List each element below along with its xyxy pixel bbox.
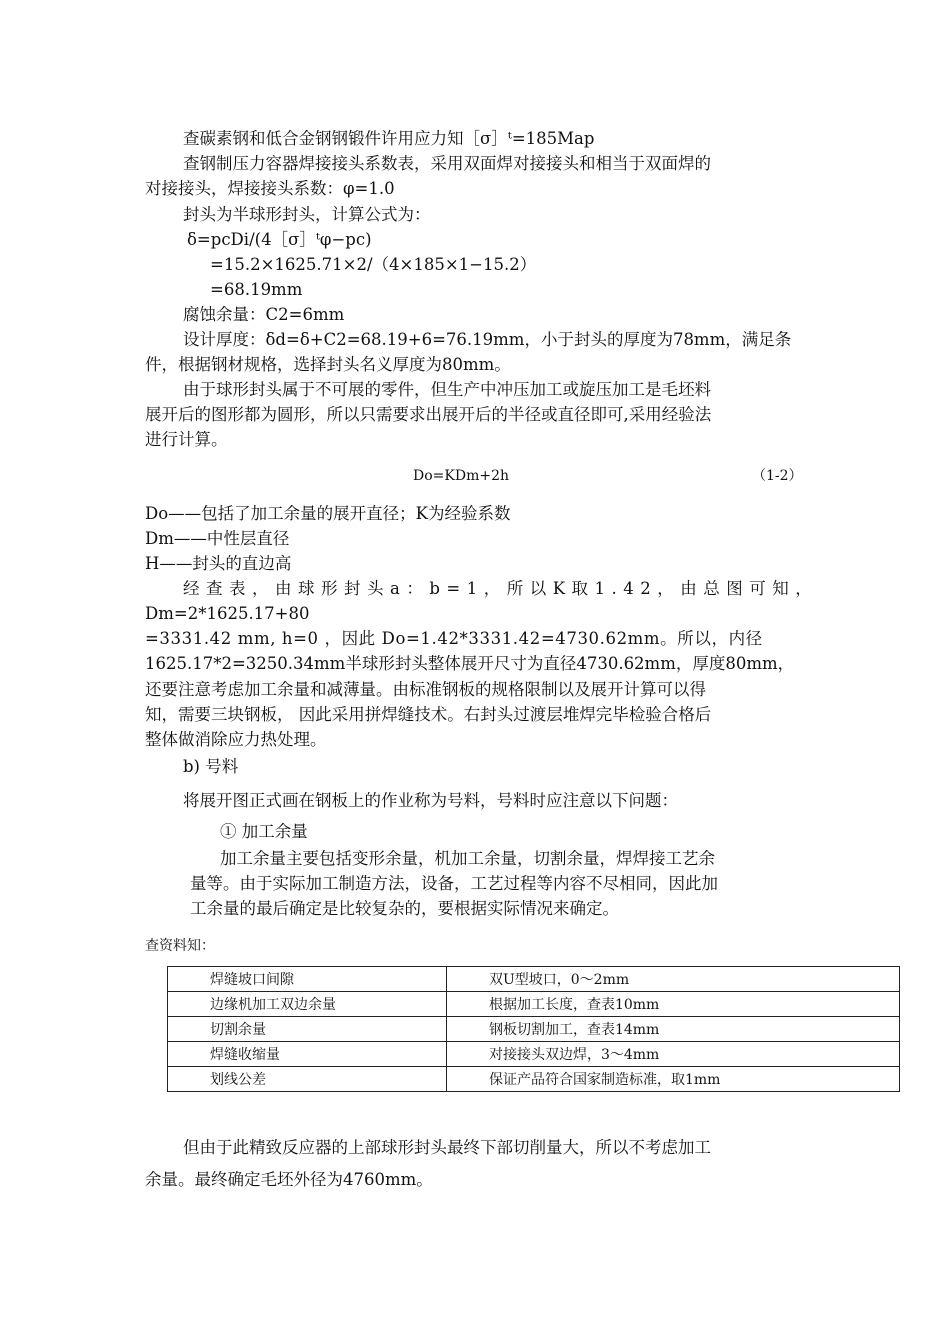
text-line: 知，需要三块钢板， 因此采用拼焊缝技术。右封头过渡层堆焊完毕检验合格后 [145, 705, 712, 724]
text-line: 封头为半球形封头，计算公式为： [183, 205, 431, 224]
text-line: 腐蚀余量：C2=6mm [183, 305, 345, 324]
text-line: 进行计算。 [145, 430, 228, 449]
text-line: 对接接头，焊接接头系数：φ=1.0 [145, 179, 395, 198]
text-line: 量等。由于实际加工制造方法，设备，工艺过程等内容不尽相同，因此加 [190, 874, 718, 893]
definition-line: Do——包括了加工余量的展开直径；K为经验系数 [145, 504, 511, 523]
text-line: 件，根据钢材规格，选择封头名义厚度为80mm。 [145, 355, 511, 374]
equation: Do=KDm+2h [413, 468, 509, 484]
text-line: 1625.17*2=3250.34mm半球形封头整体展开尺寸为直径4730.62mm，厚度80mm， [145, 654, 795, 673]
table-cell: 保证产品符合国家制造标准，取1mm [446, 1067, 899, 1092]
text-line: 整体做消除应力热处理。 [145, 730, 327, 749]
formula-line: =68.19mm [210, 280, 303, 299]
table-row [168, 1067, 900, 1092]
text-line: 由于球形封头属于不可展的零件，但生产中冲压加工或旋压加工是毛坯料 [183, 380, 711, 399]
text-line: Dm=2*1625.17+80 [145, 604, 310, 623]
subsection-heading: ① 加工余量 [220, 822, 308, 841]
table-cell: 焊缝坡口间隙 [168, 967, 447, 992]
table-cell: 钢板切割加工，查表14mm [446, 1017, 899, 1042]
section-heading: b) 号料 [183, 757, 239, 776]
text-line: 但由于此精致反应器的上部球形封头最终下部切削量大，所以不考虑加工 [183, 1138, 711, 1157]
table-row [168, 1017, 900, 1042]
table-row [168, 992, 900, 1017]
table-row [168, 1042, 900, 1067]
text-line: 余量。最终确定毛坯外径为4760mm。 [145, 1170, 433, 1189]
text-line: 查碳素钢和低合金钢钢锻件许用应力知［σ］ᵗ=185Map [183, 129, 595, 148]
table-cell: 对接接头双边焊，3～4mm [446, 1042, 899, 1067]
text-line: 查资料知： [145, 938, 215, 954]
table-cell: 划线公差 [168, 1067, 447, 1092]
table-cell: 双U型坡口，0～2mm [446, 967, 899, 992]
allowance-table [167, 966, 900, 1092]
formula-line: =15.2×1625.71×2/（4×185×1−15.2） [210, 255, 537, 274]
text-line: 经查表，由球形封头a：b=1，所以K取1.42，由总图可知， [183, 579, 819, 598]
table-cell: 焊缝收缩量 [168, 1042, 447, 1067]
text-line: 工余量的最后确定是比较复杂的，要根据实际情况来确定。 [190, 899, 619, 918]
text-line: =3331.42 mm, h=0 ，因此 Do=1.42*3331.42=4730.62mm。所以，内径 [145, 629, 763, 648]
text-line: 展开后的图形都为圆形，所以只需要求出展开后的半径或直径即可,采用经验法 [145, 405, 712, 424]
table-row [168, 967, 900, 992]
text-line: 还要注意考虑加工余量和减薄量。由标准钢板的规格限制以及展开计算可以得 [145, 680, 706, 699]
text-line: 查钢制压力容器焊接接头系数表，采用双面焊对接接头和相当于双面焊的 [183, 154, 711, 173]
definition-line: H——封头的直边高 [145, 554, 292, 573]
text-line: 加工余量主要包括变形余量，机加工余量，切割余量，焊焊接工艺余 [220, 849, 715, 868]
text-line: 设计厚度：δd=δ+C2=68.19+6=76.19mm，小于封头的厚度为78mm，满足条 [183, 330, 792, 349]
table-cell: 根据加工长度，查表10mm [446, 992, 899, 1017]
text-line: 将展开图正式画在钢板上的作业称为号料，号料时应注意以下问题： [183, 791, 678, 810]
table-cell: 边缘机加工双边余量 [168, 992, 447, 1017]
table-cell: 切割余量 [168, 1017, 447, 1042]
definition-line: Dm——中性层直径 [145, 529, 290, 548]
formula-line: δ=pcDi/(4［σ］ᵗφ−pc) [187, 230, 372, 249]
equation-number: （1-2） [752, 468, 803, 484]
